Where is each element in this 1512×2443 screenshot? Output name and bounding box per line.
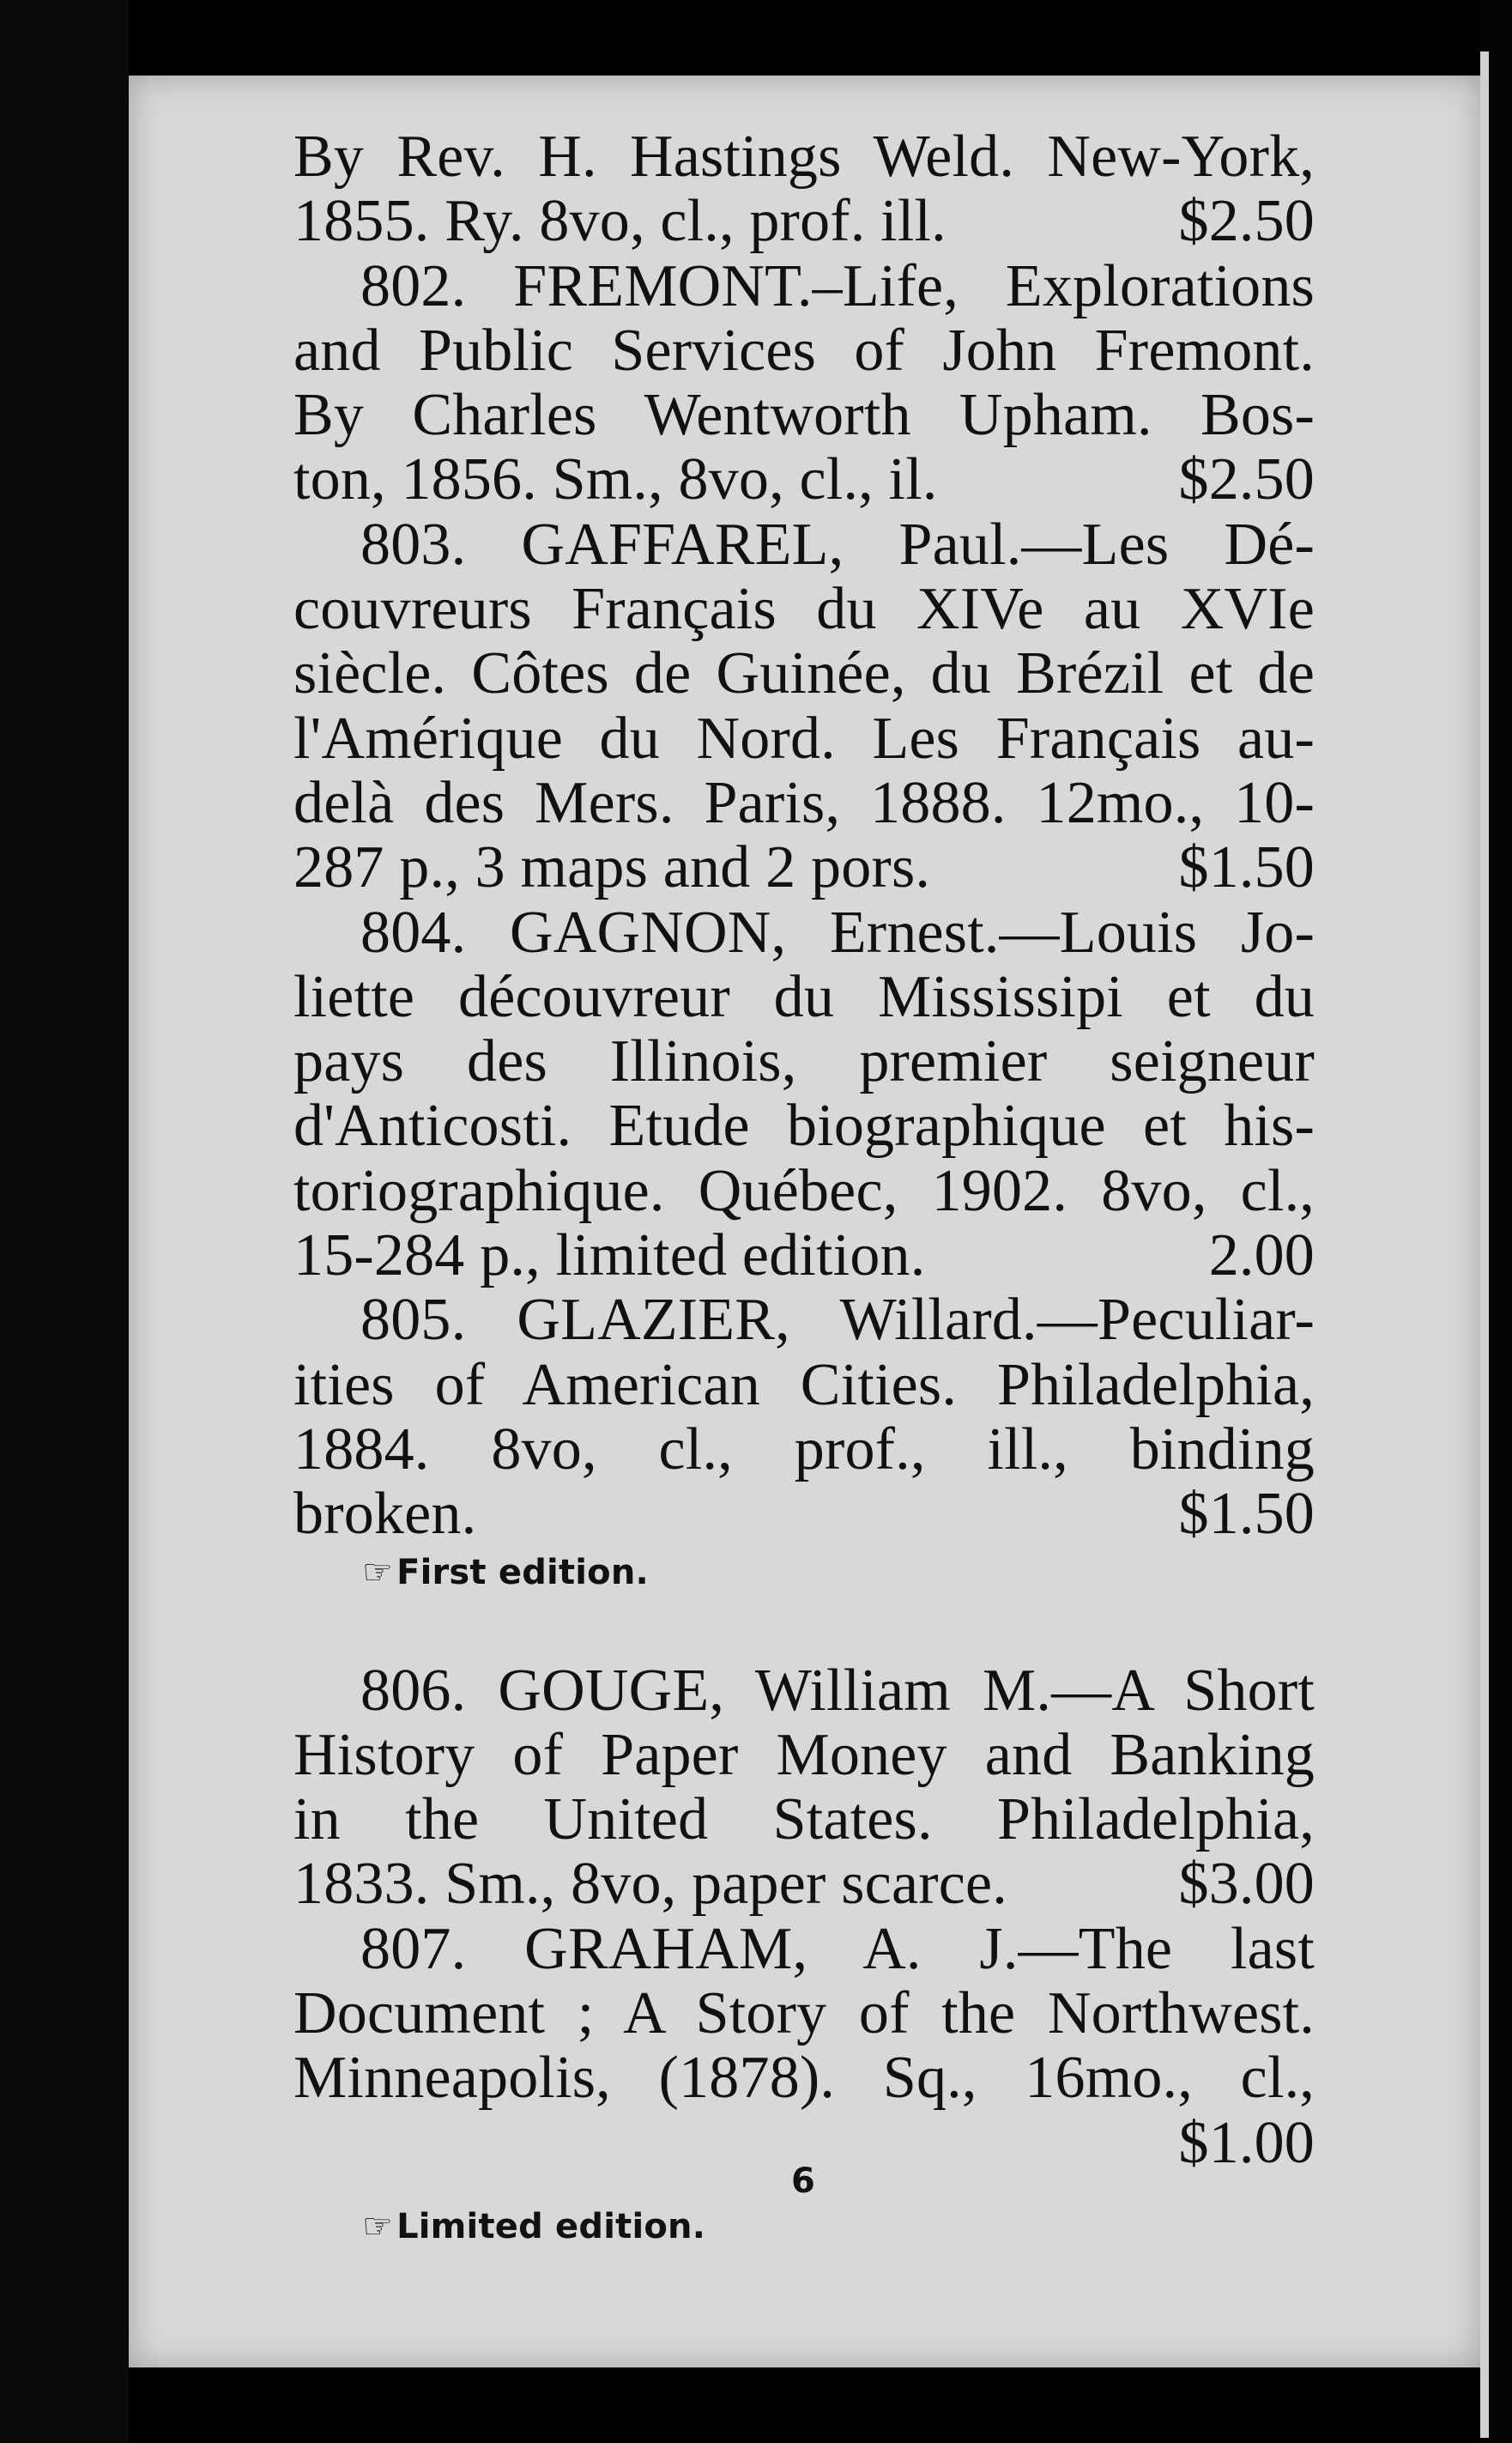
catalog-line [293, 383, 1315, 447]
page-number: 6 [791, 2161, 815, 2201]
catalog-line [293, 1787, 1315, 1852]
catalog-line [293, 189, 1315, 253]
line-text: 1884. 8vo, cl., prof., ill., binding [293, 1415, 1315, 1482]
line-text: delà des Mers. Paris, 1888. 12mo., 10- [293, 769, 1315, 836]
line-text: broken. [293, 1481, 477, 1548]
catalog-line [293, 1917, 1315, 1981]
catalog-line [293, 641, 1315, 706]
limited-edition-note [293, 2201, 1315, 2252]
line-text: 804. GAGNON, Ernest.—Louis Jo- [360, 899, 1315, 966]
line-text: liette découvreur du Mississipi et du [293, 963, 1315, 1030]
catalog-line [293, 318, 1315, 383]
catalog-line [293, 835, 1315, 900]
catalog-line [293, 1482, 1315, 1546]
catalog-line [293, 1852, 1315, 1916]
line-text: 287 p., 3 maps and 2 pors. [293, 834, 931, 901]
line-text: pays des Illinois, premier seigneur [293, 1028, 1315, 1095]
line-text: 15-284 p., limited edition. [293, 1222, 926, 1289]
line-text: in the United States. Philadelphia, [293, 1786, 1315, 1853]
next-page-edge [1480, 52, 1489, 2438]
price: $2.50 [1178, 446, 1315, 513]
line-text: 803. GAFFAREL, Paul.—Les Dé- [360, 511, 1315, 578]
price: $3.00 [1178, 1851, 1315, 1918]
line-text: toriographique. Québec, 1902. 8vo, cl., [293, 1157, 1315, 1224]
scan-border-left [0, 0, 129, 2443]
line-text: 805. GLAZIER, Willard.—Peculiar- [360, 1287, 1315, 1354]
spacer [293, 1598, 1315, 1658]
catalog-line [293, 1159, 1315, 1223]
price: $2.50 [1178, 188, 1315, 255]
pointing-hand-icon: ☞ [362, 1552, 394, 1592]
line-text: ton, 1856. Sm., 8vo, cl., il. [293, 446, 938, 513]
catalog-line [293, 1223, 1315, 1288]
line-text: 807. GRAHAM, A. J.—The last [360, 1915, 1315, 1982]
catalog-line [293, 1094, 1315, 1158]
price: $1.50 [1178, 1481, 1315, 1548]
line-text: couvreurs Français du XIVe au XVIe [293, 576, 1315, 643]
line-text: 806. GOUGE, William M.—A Short [360, 1657, 1315, 1724]
line-text: siècle. Côtes de Guinée, du Brézil et de [293, 640, 1315, 707]
catalog-line [293, 124, 1315, 189]
catalog-line [293, 512, 1315, 577]
entries-block-a [293, 124, 1315, 1547]
catalog-line [293, 900, 1315, 965]
catalog-line [293, 447, 1315, 512]
line-text: 802. FREMONT.–Life, Explorations [360, 252, 1315, 319]
line-text: 1855. Ry. 8vo, cl., prof. ill. [293, 188, 947, 255]
catalog-line [293, 1723, 1315, 1787]
line-text: By Rev. H. Hastings Weld. New-York, [293, 124, 1315, 190]
catalog-text [293, 124, 1315, 2252]
line-text: By Charles Wentworth Upham. Bos- [293, 382, 1315, 449]
catalog-line [293, 1981, 1315, 2046]
line-text: Minneapolis, (1878). Sq., 16mo., cl., [293, 2045, 1315, 2112]
line-text: Document ; A Story of the Northwest. [293, 1980, 1315, 2047]
line-text: History of Paper Money and Banking [293, 1721, 1315, 1788]
line-text: ities of American Cities. Philadelphia, [293, 1351, 1315, 1418]
catalog-line [293, 771, 1315, 835]
catalog-line [293, 577, 1315, 641]
first-edition-label: First edition. [396, 1552, 649, 1592]
price: 2.00 [1208, 1222, 1315, 1289]
catalog-line [293, 706, 1315, 771]
entries-block-b [293, 1658, 1315, 2175]
catalog-line [293, 1288, 1315, 1352]
price: $1.50 [1178, 834, 1315, 901]
catalog-line [293, 1353, 1315, 1417]
line-text: l'Amérique du Nord. Les Français au- [293, 705, 1315, 772]
catalog-line [293, 2046, 1315, 2110]
line-text: 1833. Sm., 8vo, paper scarce. [293, 1851, 1007, 1918]
first-edition-note [293, 1547, 1315, 1598]
line-text: d'Anticosti. Etude biographique et his- [293, 1093, 1315, 1160]
line-text: and Public Services of John Fremont. [293, 317, 1315, 384]
limited-edition-label: Limited edition. [396, 2206, 706, 2246]
catalog-line [293, 965, 1315, 1029]
pointing-hand-icon: ☞ [362, 2206, 394, 2246]
catalog-line [293, 1417, 1315, 1482]
catalog-line [293, 1029, 1315, 1094]
price: $1.00 [1178, 2109, 1315, 2176]
catalog-line [293, 254, 1315, 318]
catalog-line [293, 1658, 1315, 1723]
